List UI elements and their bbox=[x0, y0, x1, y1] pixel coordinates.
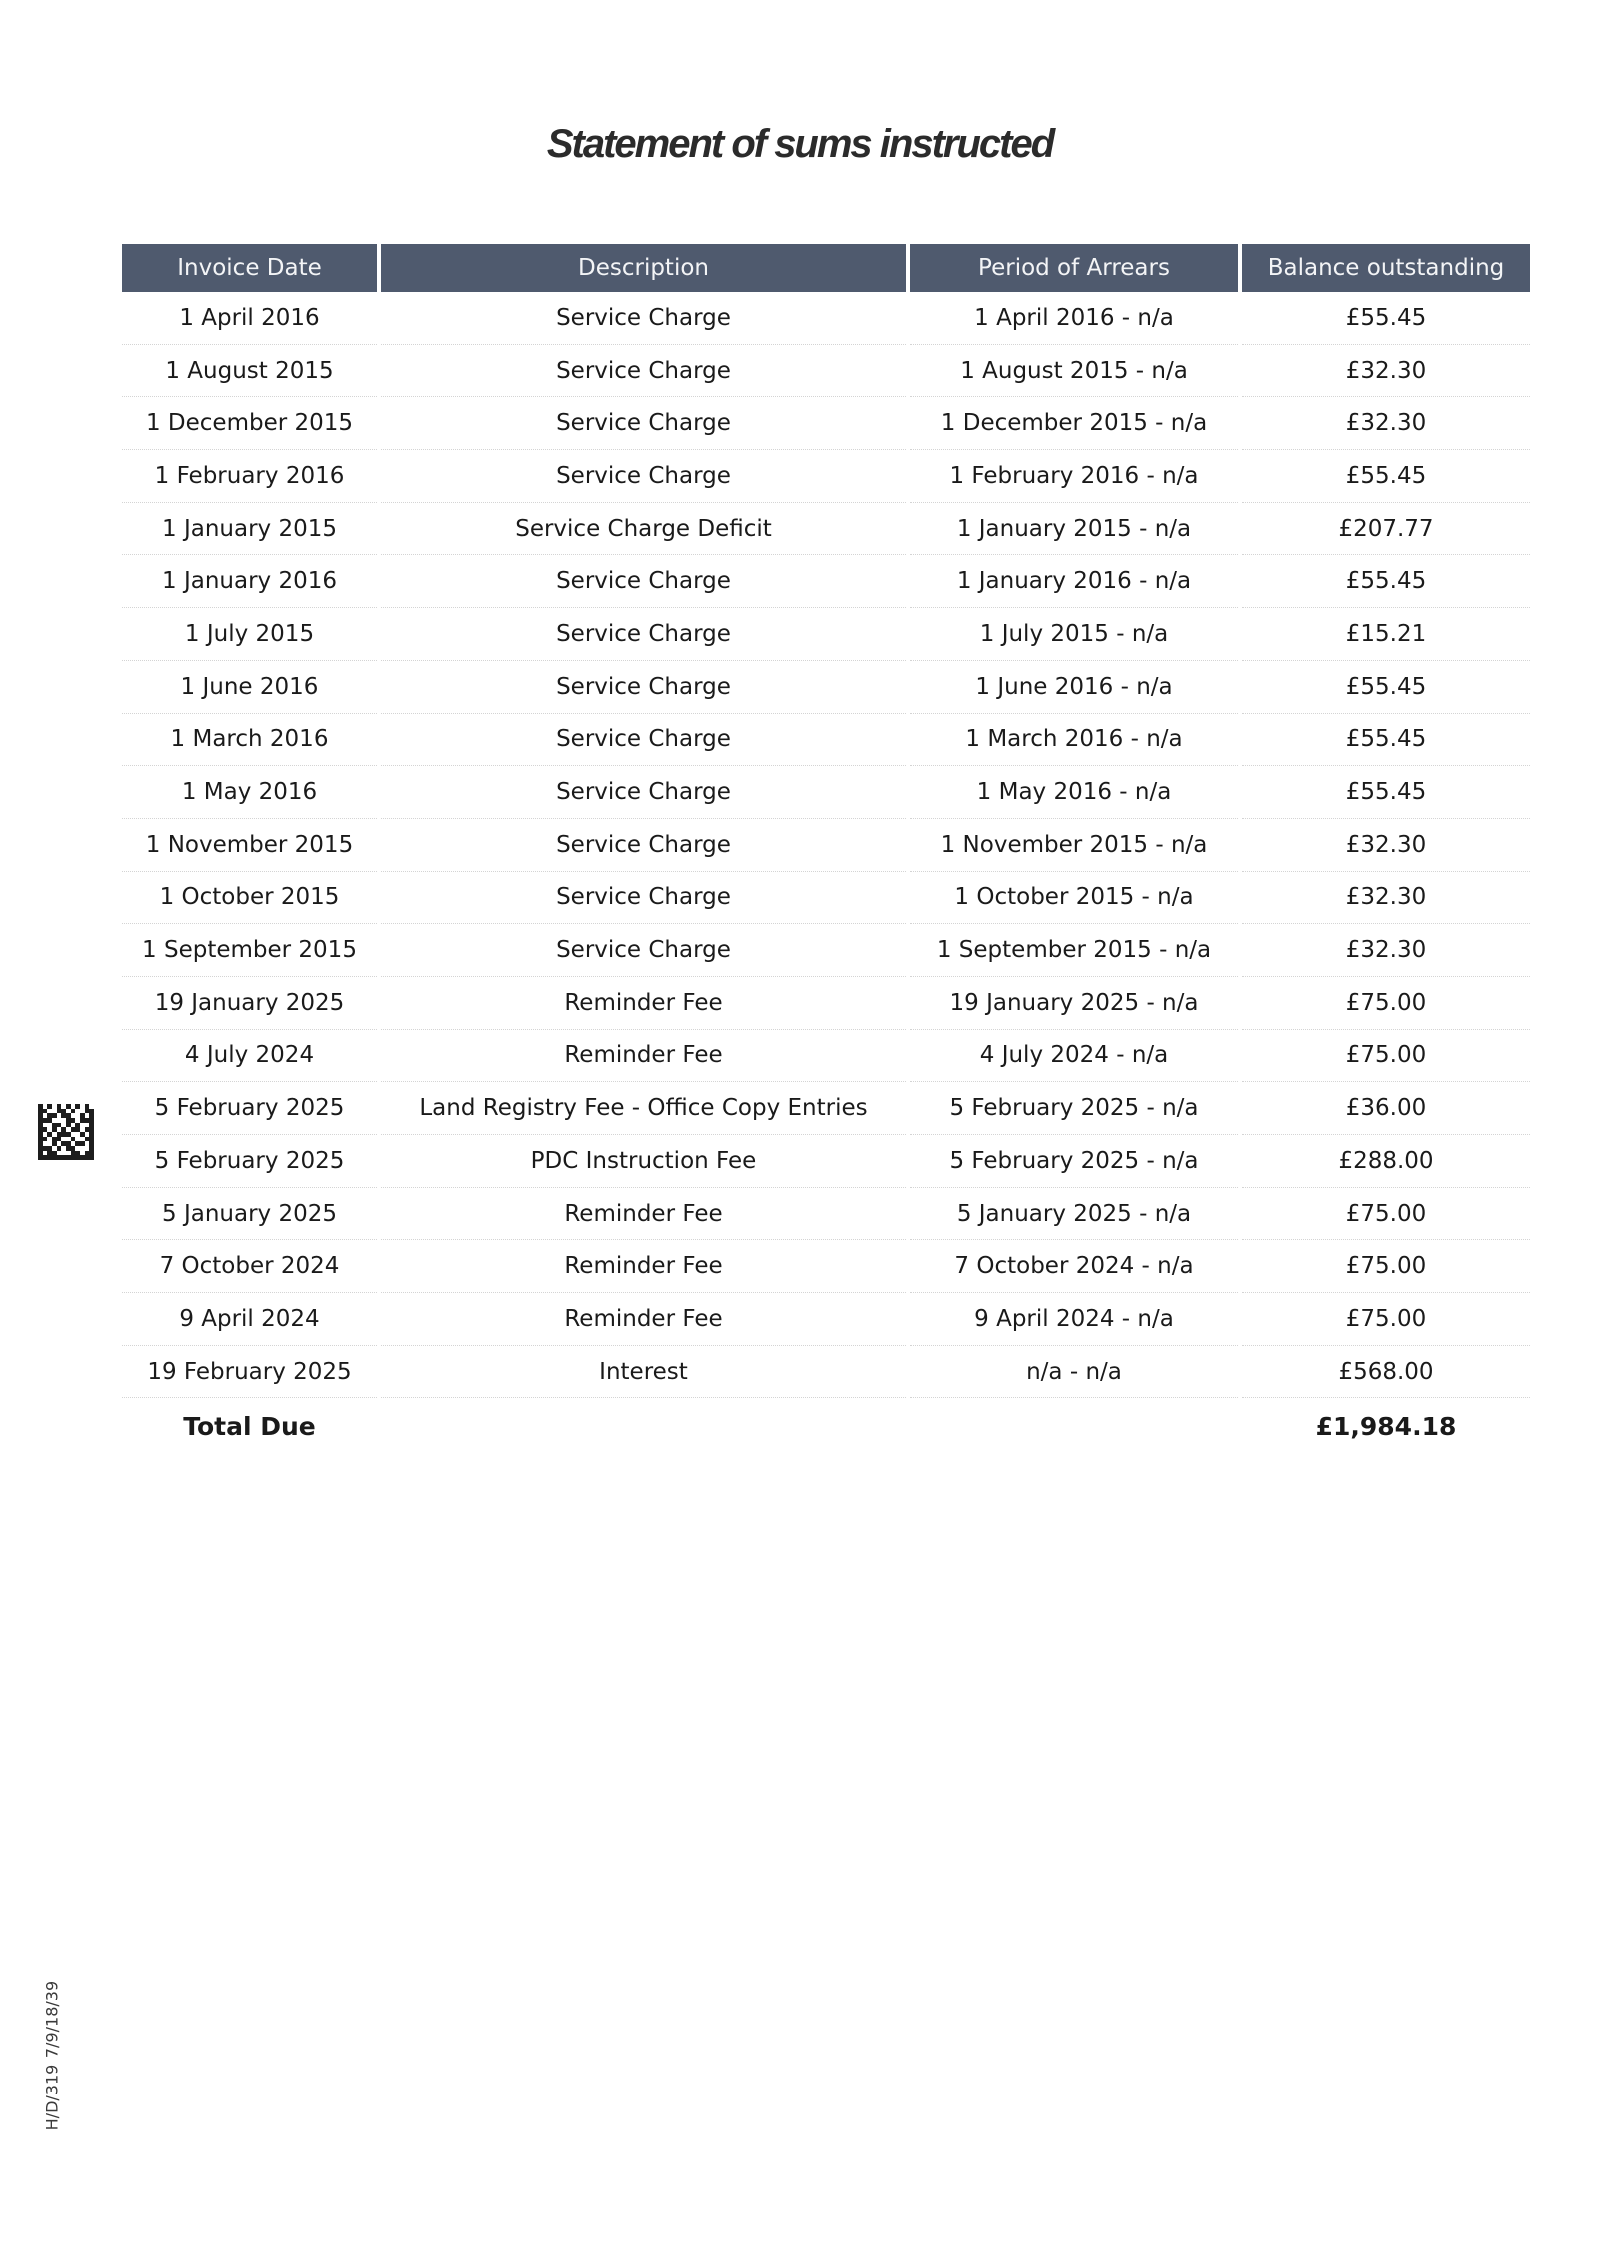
balance-cell: £32.30 bbox=[1242, 397, 1530, 450]
table-row bbox=[122, 450, 1530, 503]
invoice-date-cell: 1 December 2015 bbox=[122, 397, 377, 450]
statement-table bbox=[118, 244, 1534, 1454]
invoice-date-cell: 9 April 2024 bbox=[122, 1293, 377, 1346]
table-row bbox=[122, 503, 1530, 556]
period-cell: 1 August 2015 - n/a bbox=[910, 345, 1238, 398]
invoice-date-cell: 7 October 2024 bbox=[122, 1240, 377, 1293]
total-spacer bbox=[381, 1398, 906, 1454]
invoice-date-cell: 1 September 2015 bbox=[122, 924, 377, 977]
period-cell: 1 April 2016 - n/a bbox=[910, 292, 1238, 345]
invoice-date-cell: 1 January 2015 bbox=[122, 503, 377, 556]
invoice-date-cell: 1 July 2015 bbox=[122, 608, 377, 661]
invoice-date-cell: 1 May 2016 bbox=[122, 766, 377, 819]
balance-cell: £55.45 bbox=[1242, 292, 1530, 345]
period-cell: 1 March 2016 - n/a bbox=[910, 714, 1238, 767]
table-row bbox=[122, 661, 1530, 714]
period-cell: 5 January 2025 - n/a bbox=[910, 1188, 1238, 1241]
invoice-date-cell: 1 January 2016 bbox=[122, 555, 377, 608]
table-row bbox=[122, 1188, 1530, 1241]
balance-cell: £55.45 bbox=[1242, 766, 1530, 819]
period-cell: 1 January 2016 - n/a bbox=[910, 555, 1238, 608]
description-cell: Interest bbox=[381, 1346, 906, 1399]
table-row bbox=[122, 872, 1530, 925]
description-cell: Service Charge bbox=[381, 608, 906, 661]
total-value: £1,984.18 bbox=[1315, 1411, 1457, 1441]
period-cell: 1 November 2015 - n/a bbox=[910, 819, 1238, 872]
period-cell: 7 October 2024 - n/a bbox=[910, 1240, 1238, 1293]
header-description: Description bbox=[381, 244, 906, 292]
period-cell: 1 June 2016 - n/a bbox=[910, 661, 1238, 714]
description-cell: PDC Instruction Fee bbox=[381, 1135, 906, 1188]
table-row bbox=[122, 819, 1530, 872]
balance-cell: £568.00 bbox=[1242, 1346, 1530, 1399]
description-cell: Service Charge bbox=[381, 872, 906, 925]
header-period-of-arrears: Period of Arrears bbox=[910, 244, 1238, 292]
description-cell: Service Charge Deficit bbox=[381, 503, 906, 556]
description-cell: Service Charge bbox=[381, 345, 906, 398]
table-row bbox=[122, 1030, 1530, 1083]
invoice-date-cell: 5 February 2025 bbox=[122, 1135, 377, 1188]
invoice-date-cell: 5 February 2025 bbox=[122, 1082, 377, 1135]
total-spacer bbox=[910, 1398, 1238, 1454]
description-cell: Service Charge bbox=[381, 450, 906, 503]
period-cell: 9 April 2024 - n/a bbox=[910, 1293, 1238, 1346]
balance-cell: £207.77 bbox=[1242, 503, 1530, 556]
table-body bbox=[122, 292, 1530, 1398]
reference-stamp: H/D/319 bbox=[42, 2064, 62, 2131]
table-row bbox=[122, 555, 1530, 608]
table-row bbox=[122, 1346, 1530, 1399]
balance-cell: £32.30 bbox=[1242, 872, 1530, 925]
invoice-date-cell: 1 August 2015 bbox=[122, 345, 377, 398]
table-row bbox=[122, 766, 1530, 819]
balance-cell: £15.21 bbox=[1242, 608, 1530, 661]
table-row bbox=[122, 1082, 1530, 1135]
description-cell: Reminder Fee bbox=[381, 1293, 906, 1346]
period-cell: 1 December 2015 - n/a bbox=[910, 397, 1238, 450]
barcode-module bbox=[89, 1155, 94, 1160]
table-row bbox=[122, 292, 1530, 345]
invoice-date-cell: 1 November 2015 bbox=[122, 819, 377, 872]
datamatrix-barcode-icon bbox=[38, 1104, 94, 1160]
balance-cell: £75.00 bbox=[1242, 1188, 1530, 1241]
period-cell: 1 September 2015 - n/a bbox=[910, 924, 1238, 977]
table-row bbox=[122, 924, 1530, 977]
invoice-date-cell: 1 March 2016 bbox=[122, 714, 377, 767]
table-row bbox=[122, 714, 1530, 767]
balance-cell: £32.30 bbox=[1242, 924, 1530, 977]
description-cell: Service Charge bbox=[381, 292, 906, 345]
description-cell: Service Charge bbox=[381, 819, 906, 872]
table-row bbox=[122, 1135, 1530, 1188]
total-label: Total Due bbox=[183, 1411, 316, 1441]
description-cell: Reminder Fee bbox=[381, 1188, 906, 1241]
period-cell: 1 January 2015 - n/a bbox=[910, 503, 1238, 556]
period-cell: 1 May 2016 - n/a bbox=[910, 766, 1238, 819]
period-cell: 19 January 2025 - n/a bbox=[910, 977, 1238, 1030]
page-title: Statement of sums instructed bbox=[546, 122, 1054, 166]
period-cell: n/a - n/a bbox=[910, 1346, 1238, 1399]
balance-cell: £32.30 bbox=[1242, 819, 1530, 872]
date-stamp: 7/9/18/39 bbox=[42, 1980, 62, 2059]
description-cell: Service Charge bbox=[381, 714, 906, 767]
period-cell: 5 February 2025 - n/a bbox=[910, 1082, 1238, 1135]
balance-cell: £288.00 bbox=[1242, 1135, 1530, 1188]
description-cell: Service Charge bbox=[381, 555, 906, 608]
balance-cell: £55.45 bbox=[1242, 555, 1530, 608]
period-cell: 4 July 2024 - n/a bbox=[910, 1030, 1238, 1083]
table-row bbox=[122, 1240, 1530, 1293]
balance-cell: £75.00 bbox=[1242, 1240, 1530, 1293]
header-balance-outstanding: Balance outstanding bbox=[1242, 244, 1530, 292]
balance-cell: £55.45 bbox=[1242, 661, 1530, 714]
table-row bbox=[122, 1293, 1530, 1346]
period-cell: 1 February 2016 - n/a bbox=[910, 450, 1238, 503]
invoice-date-cell: 5 January 2025 bbox=[122, 1188, 377, 1241]
balance-cell: £55.45 bbox=[1242, 714, 1530, 767]
header-invoice-date: Invoice Date bbox=[122, 244, 377, 292]
balance-cell: £36.00 bbox=[1242, 1082, 1530, 1135]
period-cell: 1 October 2015 - n/a bbox=[910, 872, 1238, 925]
table-row bbox=[122, 397, 1530, 450]
period-cell: 1 July 2015 - n/a bbox=[910, 608, 1238, 661]
table-row bbox=[122, 345, 1530, 398]
period-cell: 5 February 2025 - n/a bbox=[910, 1135, 1238, 1188]
description-cell: Service Charge bbox=[381, 924, 906, 977]
balance-cell: £75.00 bbox=[1242, 1293, 1530, 1346]
balance-cell: £32.30 bbox=[1242, 345, 1530, 398]
description-cell: Service Charge bbox=[381, 766, 906, 819]
table-footer bbox=[122, 1398, 1530, 1454]
invoice-date-cell: 19 January 2025 bbox=[122, 977, 377, 1030]
balance-cell: £75.00 bbox=[1242, 977, 1530, 1030]
balance-cell: £55.45 bbox=[1242, 450, 1530, 503]
invoice-date-cell: 1 June 2016 bbox=[122, 661, 377, 714]
table-header bbox=[122, 244, 1530, 292]
total-row bbox=[122, 1398, 1530, 1454]
table-row bbox=[122, 977, 1530, 1030]
description-cell: Reminder Fee bbox=[381, 1240, 906, 1293]
table-row bbox=[122, 608, 1530, 661]
description-cell: Reminder Fee bbox=[381, 1030, 906, 1083]
balance-cell: £75.00 bbox=[1242, 1030, 1530, 1083]
invoice-date-cell: 1 October 2015 bbox=[122, 872, 377, 925]
description-cell: Service Charge bbox=[381, 661, 906, 714]
invoice-date-cell: 19 February 2025 bbox=[122, 1346, 377, 1399]
invoice-date-cell: 4 July 2024 bbox=[122, 1030, 377, 1083]
description-cell: Service Charge bbox=[381, 397, 906, 450]
header-row bbox=[122, 244, 1530, 292]
description-cell: Reminder Fee bbox=[381, 977, 906, 1030]
invoice-date-cell: 1 April 2016 bbox=[122, 292, 377, 345]
invoice-date-cell: 1 February 2016 bbox=[122, 450, 377, 503]
description-cell: Land Registry Fee - Office Copy Entries bbox=[381, 1082, 906, 1135]
